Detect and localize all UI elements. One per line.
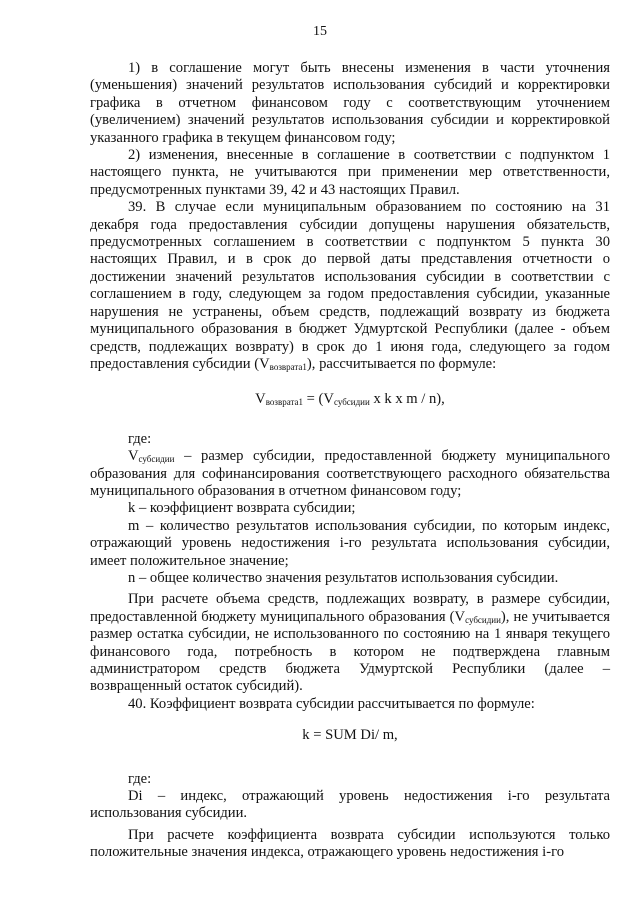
definition-m: m – количество результатов использования субсидии, по которым индекс, отражающий уровень недостижения i-го результата использования субсидии, имеет положительное значение; — [90, 517, 610, 569]
definition-di: Di – индекс, отражающий уровень недостижения i-го результата использования субсидии. — [90, 788, 610, 822]
where-label: где: — [128, 430, 152, 447]
formula-return-volume — [90, 391, 610, 408]
paragraph-final: При расчете коэффициента возврата субсидии используются только положительные значения индекса, отражающего уровень недостижения i-го — [90, 826, 610, 861]
subscript: возврата1 — [265, 397, 304, 408]
paragraph-40: 40. Коэффициент возврата субсидии рассчитывается по формуле: — [128, 695, 535, 712]
paragraph-text: При расчете объема средств, подлежащих возврату, в размере субсидии, предоставленной бюджету муниципального образования (V — [90, 591, 610, 625]
symbol: V — [128, 448, 139, 465]
definition-k: k – коэффициент возврата субсидии; — [128, 500, 356, 517]
subscript: субсидии — [465, 614, 501, 625]
formula-symbol: V — [255, 391, 266, 408]
where-label-2: где: — [128, 770, 152, 787]
formula-part: x k x m / n), — [369, 391, 445, 408]
definition-text: – размер субсидии, предоставленной бюджету муниципального образования для софинансирования соответствующего расходного обязательства муниципального образования в отчетном финансовом году; — [90, 448, 610, 499]
paragraph-text: ), не учитывается размер остатка субсидии, не использованного по состоянию на 1 января текущего финансового года, потребность в котором не подтверждена главным администратором средств бюджета Удмуртской Республики (далее – возвращенный остаток субсидий). — [90, 608, 610, 695]
formula-part: = (V — [303, 391, 334, 408]
paragraph-39 — [90, 199, 610, 373]
definition-v-subsidy — [90, 448, 610, 500]
paragraph-calc — [90, 591, 610, 695]
paragraph-2: 2) изменения, внесенные в соглашение в соответствии с подпунктом 1 настоящего пункта, не учитываются при применении мер ответственности, предусмотренных пунктами 39, 42 и 43 настоящих Правил. — [90, 147, 610, 198]
paragraph-39-text: 39. В случае если муниципальным образованием по состоянию на 31 декабря года предоставления субсидии допущены нарушения обязательств, предусмотренных соглашением в соответствии с подпунктом 5 пункта 30 настоящих Правил, и в срок до первой даты представления отчетности о достижении значений результатов использования субсидии в соответствии с соглашением в году, следующем за годом предоставления субсидии, указанные нарушения не устранены, объем средств, подлежащий возврату из бюджета муниципального образования в бюджет Удмуртской Республики (далее - объем средств, подлежащих возврату) в срок до 1 июня года, следующего за годом предоставления субсидии (V — [90, 199, 610, 372]
formula-coefficient: k = SUM Di/ m, — [302, 727, 398, 744]
paragraph-1: 1) в соглашение могут быть внесены изменения в части уточнения (уменьшения) значений результатов использования субсидий и корректировки графика в отчетном финансовом году с соответствующим уточнением (увеличением) значений результатов использования субсидии и корректировкой указанного графика в текущем финансовом году; — [90, 60, 610, 146]
subscript: субсидии — [333, 397, 370, 408]
document-body — [90, 60, 610, 862]
subscript: субсидии — [138, 454, 175, 465]
paragraph-39-tail: ), рассчитывается по формуле: — [306, 355, 497, 372]
definition-n: n – общее количество значения результатов использования субсидии. — [128, 569, 559, 586]
subscript: возврата1 — [269, 361, 307, 372]
page-number: 15 — [313, 24, 327, 39]
